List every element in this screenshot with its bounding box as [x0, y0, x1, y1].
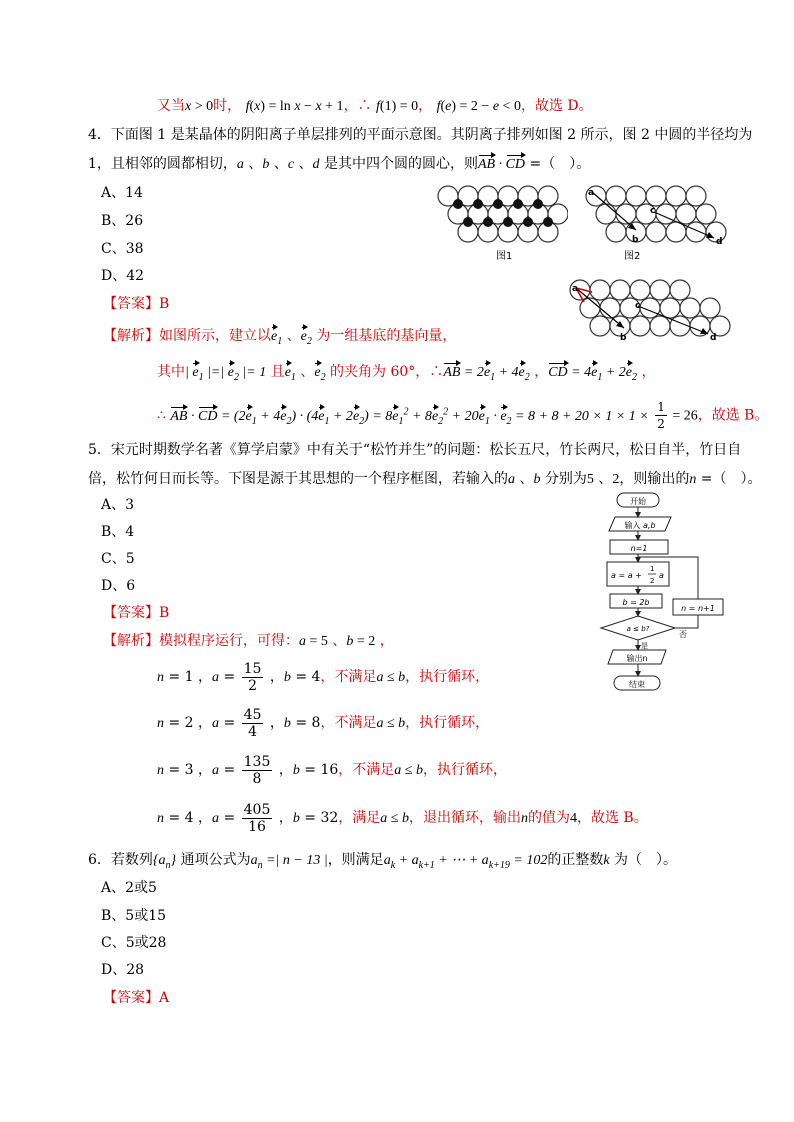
flow-end: 结束 [629, 680, 645, 689]
text: （ ）。 [712, 471, 762, 487]
point-label-a: a [572, 284, 579, 294]
text: 的夹角为 60°，∴ [330, 364, 444, 380]
crystal-figure-solution [562, 276, 732, 352]
text: 如图所示，建立以 [159, 328, 271, 344]
fig2-caption: 图2 [624, 251, 641, 262]
text: 【解析】 [103, 633, 159, 649]
text: ，故选 D。 [520, 98, 593, 114]
flow-start: 开始 [630, 497, 646, 506]
flowchart [593, 490, 725, 702]
q4-option-d: D、42 [101, 268, 145, 284]
flow-frac-den: 2 [650, 577, 655, 585]
q5-option-d: D、6 [101, 578, 136, 594]
text: ，不满足 [338, 762, 395, 778]
point-label-c: c [650, 206, 656, 216]
text: ，执行循环， [422, 762, 507, 778]
text: ，则输出的 [619, 471, 690, 487]
q5-analysis-line1: 【解析】模拟程序运行，可得：a = 5 、b = 2 ， [103, 633, 394, 649]
flow-input: 输入 a,b [624, 521, 656, 530]
point-label-d: d [716, 237, 723, 247]
q4-answer: 【答案】B [103, 296, 170, 312]
text: 为一组基底的基向量， [316, 328, 457, 344]
q6-option-d: D、28 [101, 962, 145, 978]
text: ，退出循环，输出 [408, 810, 521, 826]
text: ，满足 [338, 810, 381, 826]
text: 模拟程序运行，可得： [159, 633, 299, 649]
q3-tail-line: 又当x > 0时， f(x) = ln x − x + 1，∴ f(1) = 0， f(e) = 2 − e < 0，故选 D。 [157, 98, 593, 114]
flow-output: 输出n [626, 654, 648, 663]
text: ，故选 B。 [697, 407, 769, 424]
text: 是其中四个圆的圆心，则 [323, 156, 478, 172]
text: ∴ [157, 407, 166, 424]
text: 倍，松竹何日而长等。下图是源于其思想的一个程序框图，若输入的 [88, 471, 508, 487]
text: ，不满足 [320, 715, 377, 731]
point-label-b: b [632, 235, 639, 245]
flow-no: 否 [679, 630, 687, 639]
flow-frac-num: 1 [650, 565, 655, 573]
text: 又当 [157, 98, 185, 114]
text: 【解析】 [103, 328, 159, 344]
text: 分别为 [544, 471, 587, 487]
text: 通项公式为 [180, 852, 251, 868]
q5-option-a: A、3 [101, 497, 135, 513]
q4-analysis-line3: ∴ AB · CD = $(2e_1 + 4e_2) \cdot (4e_1 + 2e_2) = 8e_1^2 + 8e_2^2 + 20e_1 \cdot e_2 = 8 + 8 + 20 \times 1 \times 1$ × $\frac{1}{2}$ = 26，故选 B。 [157, 400, 769, 431]
q4-analysis-line2: 其中| $e_1$ |=| $e_2$ |= 1 且$e_1$ 、$e_2$ 的夹角为 60°，∴AB = $2e_1 + 4e_2$ ，CD = $4e_1 + 2e_2$ ， [157, 364, 656, 383]
text: 1，且相邻的圆都相切， [88, 156, 237, 172]
text: ，执行循环， [405, 715, 490, 731]
q4-analysis-line1: 【解析】如图所示，建立以$e_1$ 、$e_2$ 为一组基底的基向量， [103, 328, 457, 347]
flow-n1: n=1 [630, 544, 648, 553]
q6-stem: 6．若数列$\{a_n\}$ 通项公式为$a_n$ =| n − 13 |，则满足$a_k + a_{k+1}$ + ⋯ + $a_{k+19} = 102$的正整数k 为（ ）。 [88, 852, 677, 871]
text: ，执行循环， [405, 669, 490, 685]
text: 为（ ）。 [614, 852, 677, 868]
text: 其中 [157, 364, 185, 380]
q5-iter-3: n = 3 ，a = $\frac{135}{8}$ ，b = 16，不满足a ≤ b，执行循环， [157, 753, 507, 787]
q5-option-c: C、5 [101, 551, 135, 567]
q6-option-c: C、5或28 [101, 935, 167, 951]
q4-option-b: B、26 [101, 213, 144, 229]
point-label-a: a [588, 188, 595, 198]
point-label-b: b [620, 333, 627, 343]
q5-iter-1: n = 1 ，a = $\frac{15}{2}$ ，b = 4，不满足a ≤ b，执行循环， [157, 660, 490, 694]
q6-option-a: A、2或5 [101, 880, 157, 896]
text: 6．若数列 [88, 852, 153, 868]
q6-answer: 【答案】A [103, 990, 170, 1006]
q4-stem-line1: 4．下面图 1 是某晶体的阴阳离子单层排列的平面示意图。其阴离子排列如图 2 所示，图 2 中圆的半径均为 [88, 127, 753, 143]
point-label-c: c [635, 301, 641, 311]
text: 的值为 [527, 810, 570, 826]
q4-option-a: A、14 [101, 185, 143, 201]
q5-answer: 【答案】B [103, 605, 170, 621]
q5-stem-line1: 5．宋元时期数学名著《算学启蒙》中有关于“松竹并生”的问题：松长五尺，竹长两尺，松日自半，竹日自 [88, 442, 742, 458]
text: 输入 [624, 521, 641, 530]
flow-n-update: n = n+1 [681, 604, 715, 613]
flow-a-var: a [659, 571, 664, 580]
q4-option-c: C、38 [101, 241, 144, 257]
q5-option-b: B、4 [101, 524, 135, 540]
flow-b-update: b = 2b [622, 598, 650, 607]
q5-stem-line2: 倍，松竹何日而长等。下图是源于其思想的一个程序框图，若输入的a 、b 分别为5 、2，则输出的n =（ ）。 [88, 471, 762, 487]
text: （ ）。 [541, 156, 591, 172]
flow-a-update: a = a + [611, 571, 642, 580]
flow-cond: a ≤ b? [626, 625, 650, 633]
crystal-figure-2 [578, 182, 728, 262]
q5-iter-4: n = 4 ，a = $\frac{405}{16}$ ，b = 32，满足a ≤ b，退出循环，输出n的值为4，故选 B。 [157, 801, 648, 835]
q6-option-b: B、5或15 [101, 908, 167, 924]
text: 且 [270, 364, 285, 380]
text: 的正整数 [547, 852, 604, 868]
text: ，不满足 [320, 669, 377, 685]
text: ，故选 B。 [576, 810, 648, 826]
q5-iter-2: n = 2 ，a = $\frac{45}{4}$ ，b = 8，不满足a ≤ b，执行循环， [157, 706, 490, 740]
fig1-caption: 图1 [496, 251, 513, 262]
flow-yes: 是 [641, 642, 648, 650]
text: 时， [213, 98, 242, 114]
q4-stem-line2: 1，且相邻的圆都相切，a 、b 、c 、d 是其中四个圆的圆心，则AB · CD =（ ）。 [88, 156, 591, 172]
text: ，∴ [343, 98, 372, 114]
text: ， [418, 98, 433, 114]
text: ，则满足 [327, 852, 384, 868]
point-label-d: d [710, 333, 717, 343]
crystal-figure-1 [430, 182, 568, 262]
